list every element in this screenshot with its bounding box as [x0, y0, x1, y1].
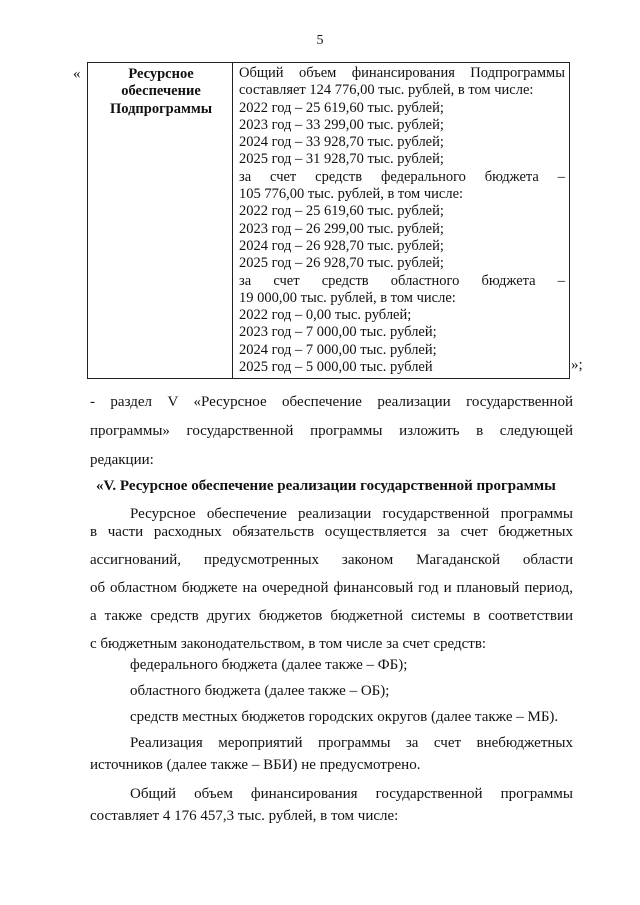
paragraph-line: ассигнований, предусмотренных законом Магаданской области: [90, 552, 573, 568]
value-line: 2022 год – 25 619,60 тыс. рублей;: [239, 203, 444, 220]
value-line: 2025 год – 5 000,00 тыс. рублей: [239, 359, 433, 376]
label-line: Ресурсное: [128, 66, 194, 82]
paragraph-line: редакции:: [90, 452, 154, 468]
list-item: средств местных бюджетов городских округов (далее также – МБ).: [130, 709, 559, 725]
value-line: 105 776,00 тыс. рублей, в том числе:: [239, 186, 464, 203]
word: Общий: [239, 65, 284, 81]
word: за: [239, 168, 252, 185]
value-line: составляет 124 776,00 тыс. рублей, в том числе:: [239, 82, 534, 99]
paragraph-line: Общий объем финансирования государственной программы: [130, 786, 573, 802]
paragraph-line: - раздел V «Ресурсное обеспечение реализации государственной: [90, 394, 573, 410]
word: за: [239, 272, 252, 289]
resource-table: [87, 62, 570, 379]
value-line: 2023 год – 33 299,00 тыс. рублей;: [239, 116, 444, 133]
paragraph-line: с бюджетным законодательством, в том числе за счет средств:: [90, 636, 487, 652]
word: областного: [390, 272, 460, 289]
opening-quote: «: [73, 66, 81, 82]
closing-quote: »;: [571, 357, 583, 373]
word: счет: [270, 168, 297, 185]
value-line: 2024 год – 33 928,70 тыс. рублей;: [239, 134, 444, 151]
word: средств: [321, 272, 369, 289]
paragraph-line: составляет 4 176 457,3 тыс. рублей, в том числе:: [90, 808, 399, 824]
word: федерального: [380, 168, 466, 185]
table-value-cell: [233, 63, 570, 379]
value-line: 2025 год – 26 928,70 тыс. рублей;: [239, 255, 444, 272]
paragraph-line: Реализация мероприятий программы за счет внебюджетных: [130, 735, 573, 751]
label-line: Подпрограммы: [109, 100, 213, 117]
justified-line: [239, 65, 565, 82]
value-line: 2024 год – 7 000,00 тыс. рублей;: [239, 341, 437, 358]
paragraph-line: об областном бюджете на очередной финансовый год и плановый период,: [90, 580, 573, 596]
word: –: [557, 168, 565, 185]
paragraph-line: а также средств других бюджетов бюджетной системы в соответствии: [90, 608, 573, 624]
value-line: 2022 год – 0,00 тыс. рублей;: [239, 307, 412, 324]
value-line: 2023 год – 26 299,00 тыс. рублей;: [239, 220, 444, 237]
paragraph-line: источников (далее также – ВБИ) не предусмотрено.: [90, 757, 421, 773]
label-line: обеспечение: [121, 83, 201, 100]
justified-line: [239, 169, 565, 186]
word: средств: [315, 168, 363, 185]
word: счет: [273, 272, 300, 289]
section-heading: «V. Ресурсное обеспечение реализации государственной программы: [96, 478, 556, 494]
list-item: федерального бюджета (далее также – ФБ);: [130, 657, 408, 673]
page-number: 5: [316, 33, 324, 48]
word: Подпрограммы: [470, 65, 565, 81]
word: финансирования: [351, 65, 455, 81]
value-line: 2023 год – 7 000,00 тыс. рублей;: [239, 324, 437, 341]
word: объем: [298, 65, 337, 81]
list-item: областного бюджета (далее также – ОБ);: [130, 683, 390, 699]
value-line: 2025 год – 31 928,70 тыс. рублей;: [239, 151, 444, 168]
justified-line: [239, 273, 565, 290]
table-label-cell: [88, 63, 233, 379]
paragraph-line: программы» государственной программы изложить в следующей: [90, 423, 573, 439]
word: бюджета: [481, 272, 536, 289]
value-line: 19 000,00 тыс. рублей, в том числе:: [239, 289, 456, 306]
paragraph-line: Ресурсное обеспечение реализации государственной программы: [130, 506, 573, 522]
word: бюджета: [484, 168, 539, 185]
value-line: 2024 год – 26 928,70 тыс. рублей;: [239, 237, 444, 254]
table-row: [88, 63, 570, 379]
paragraph-line: в части расходных обязательств осуществляется за счет бюджетных: [90, 524, 573, 540]
value-line: 2022 год – 25 619,60 тыс. рублей;: [239, 99, 444, 116]
word: –: [557, 272, 565, 289]
